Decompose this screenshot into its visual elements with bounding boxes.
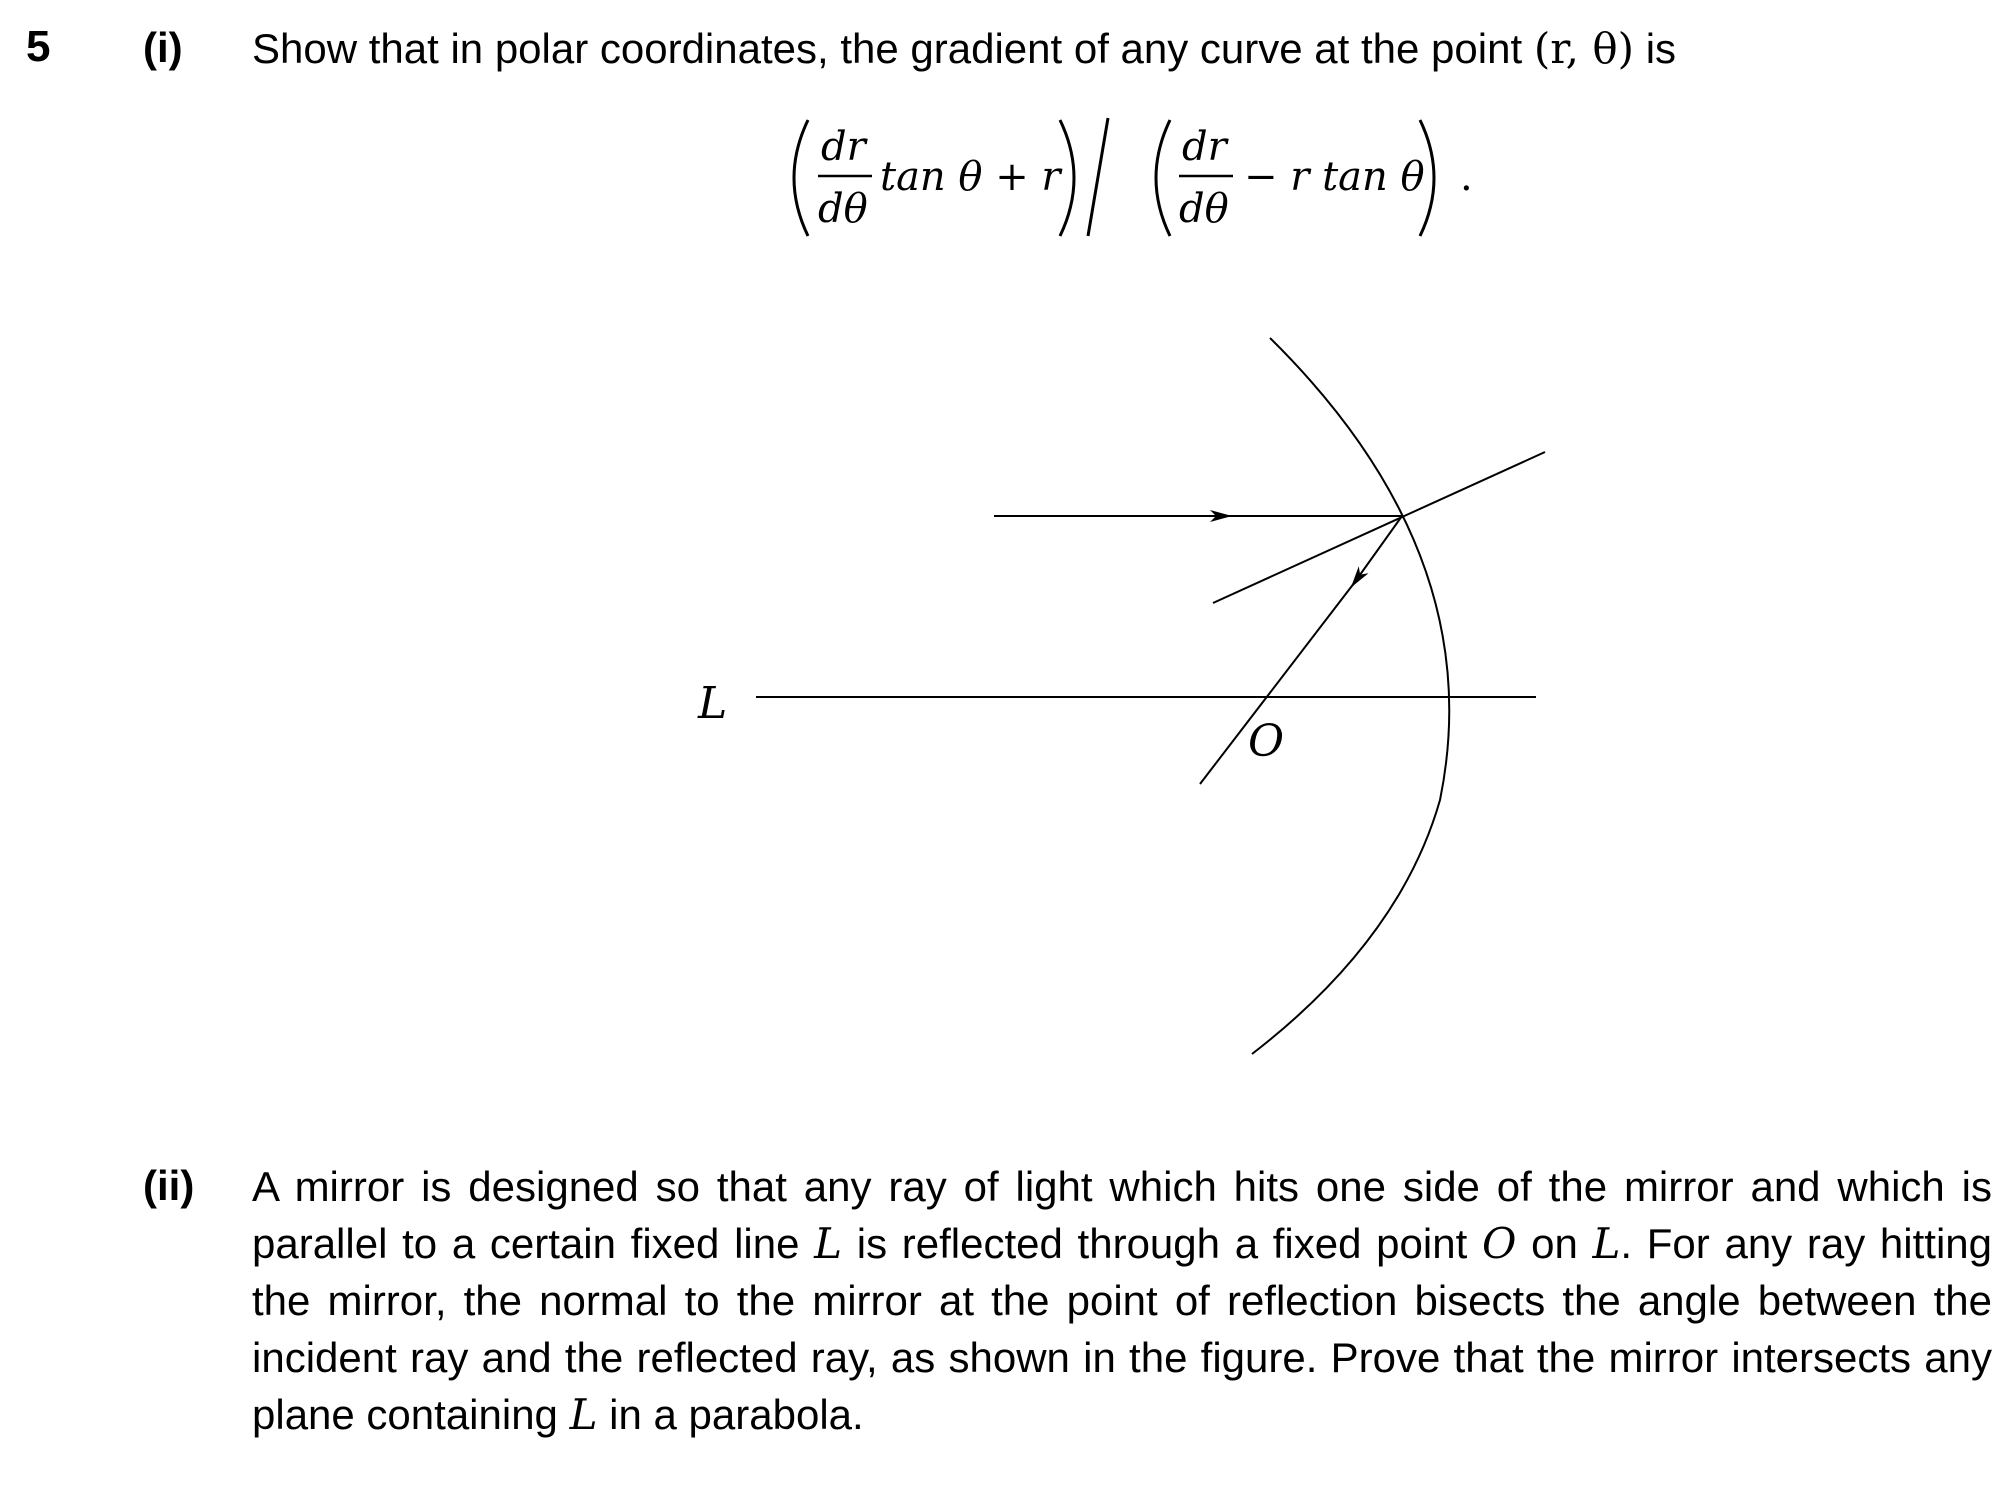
part-ii-seg5: in a parabola. <box>597 1391 864 1438</box>
denominator-2: dθ <box>1179 186 1229 232</box>
part-ii-seg1: A mirror is designed so that any ray of light which hits one side of the mirror and which is parallel to a certain fixed line <box>252 1163 1992 1267</box>
part-i-text-before: Show that in polar coordinates, the gradient of any curve at the point <box>252 25 1534 72</box>
part-ii-label: (ii) <box>143 1162 195 1209</box>
numerator-tail: tan θ + r <box>880 154 1061 200</box>
part-ii-seg2: is reflected through a fixed point <box>842 1220 1482 1267</box>
part-ii-seg4: . For any ray hitting the mirror, the normal to the mirror at the point of reflection bisects the angle between the incident ray and the reflected ray, as shown in the figure. Prove that the mirror intersects any plane containing <box>252 1220 1993 1438</box>
numerator-2: dr <box>1182 124 1227 170</box>
part-i-text-after: is <box>1634 25 1677 72</box>
symbol-O-1: O <box>1481 1219 1517 1268</box>
part-i-label: (i) <box>143 24 183 71</box>
symbol-L-2: L <box>1592 1219 1621 1268</box>
label-O: O <box>1248 716 1285 767</box>
formula-full-stop: . <box>1460 154 1473 200</box>
denominator-1: dθ <box>818 186 868 232</box>
numerator-1: dr <box>821 124 866 170</box>
point-coordinates: (r, θ) <box>1533 24 1635 73</box>
reflected-ray <box>1352 516 1402 586</box>
denominator-tail: − r tan θ <box>1244 154 1425 200</box>
symbol-L-3: L <box>569 1390 598 1439</box>
symbol-L-1: L <box>814 1219 843 1268</box>
label-L: L <box>698 678 728 729</box>
part-ii-statement <box>252 1158 1992 1443</box>
question-number: 5 <box>26 22 51 71</box>
part-ii-seg3: on <box>1516 1220 1593 1267</box>
